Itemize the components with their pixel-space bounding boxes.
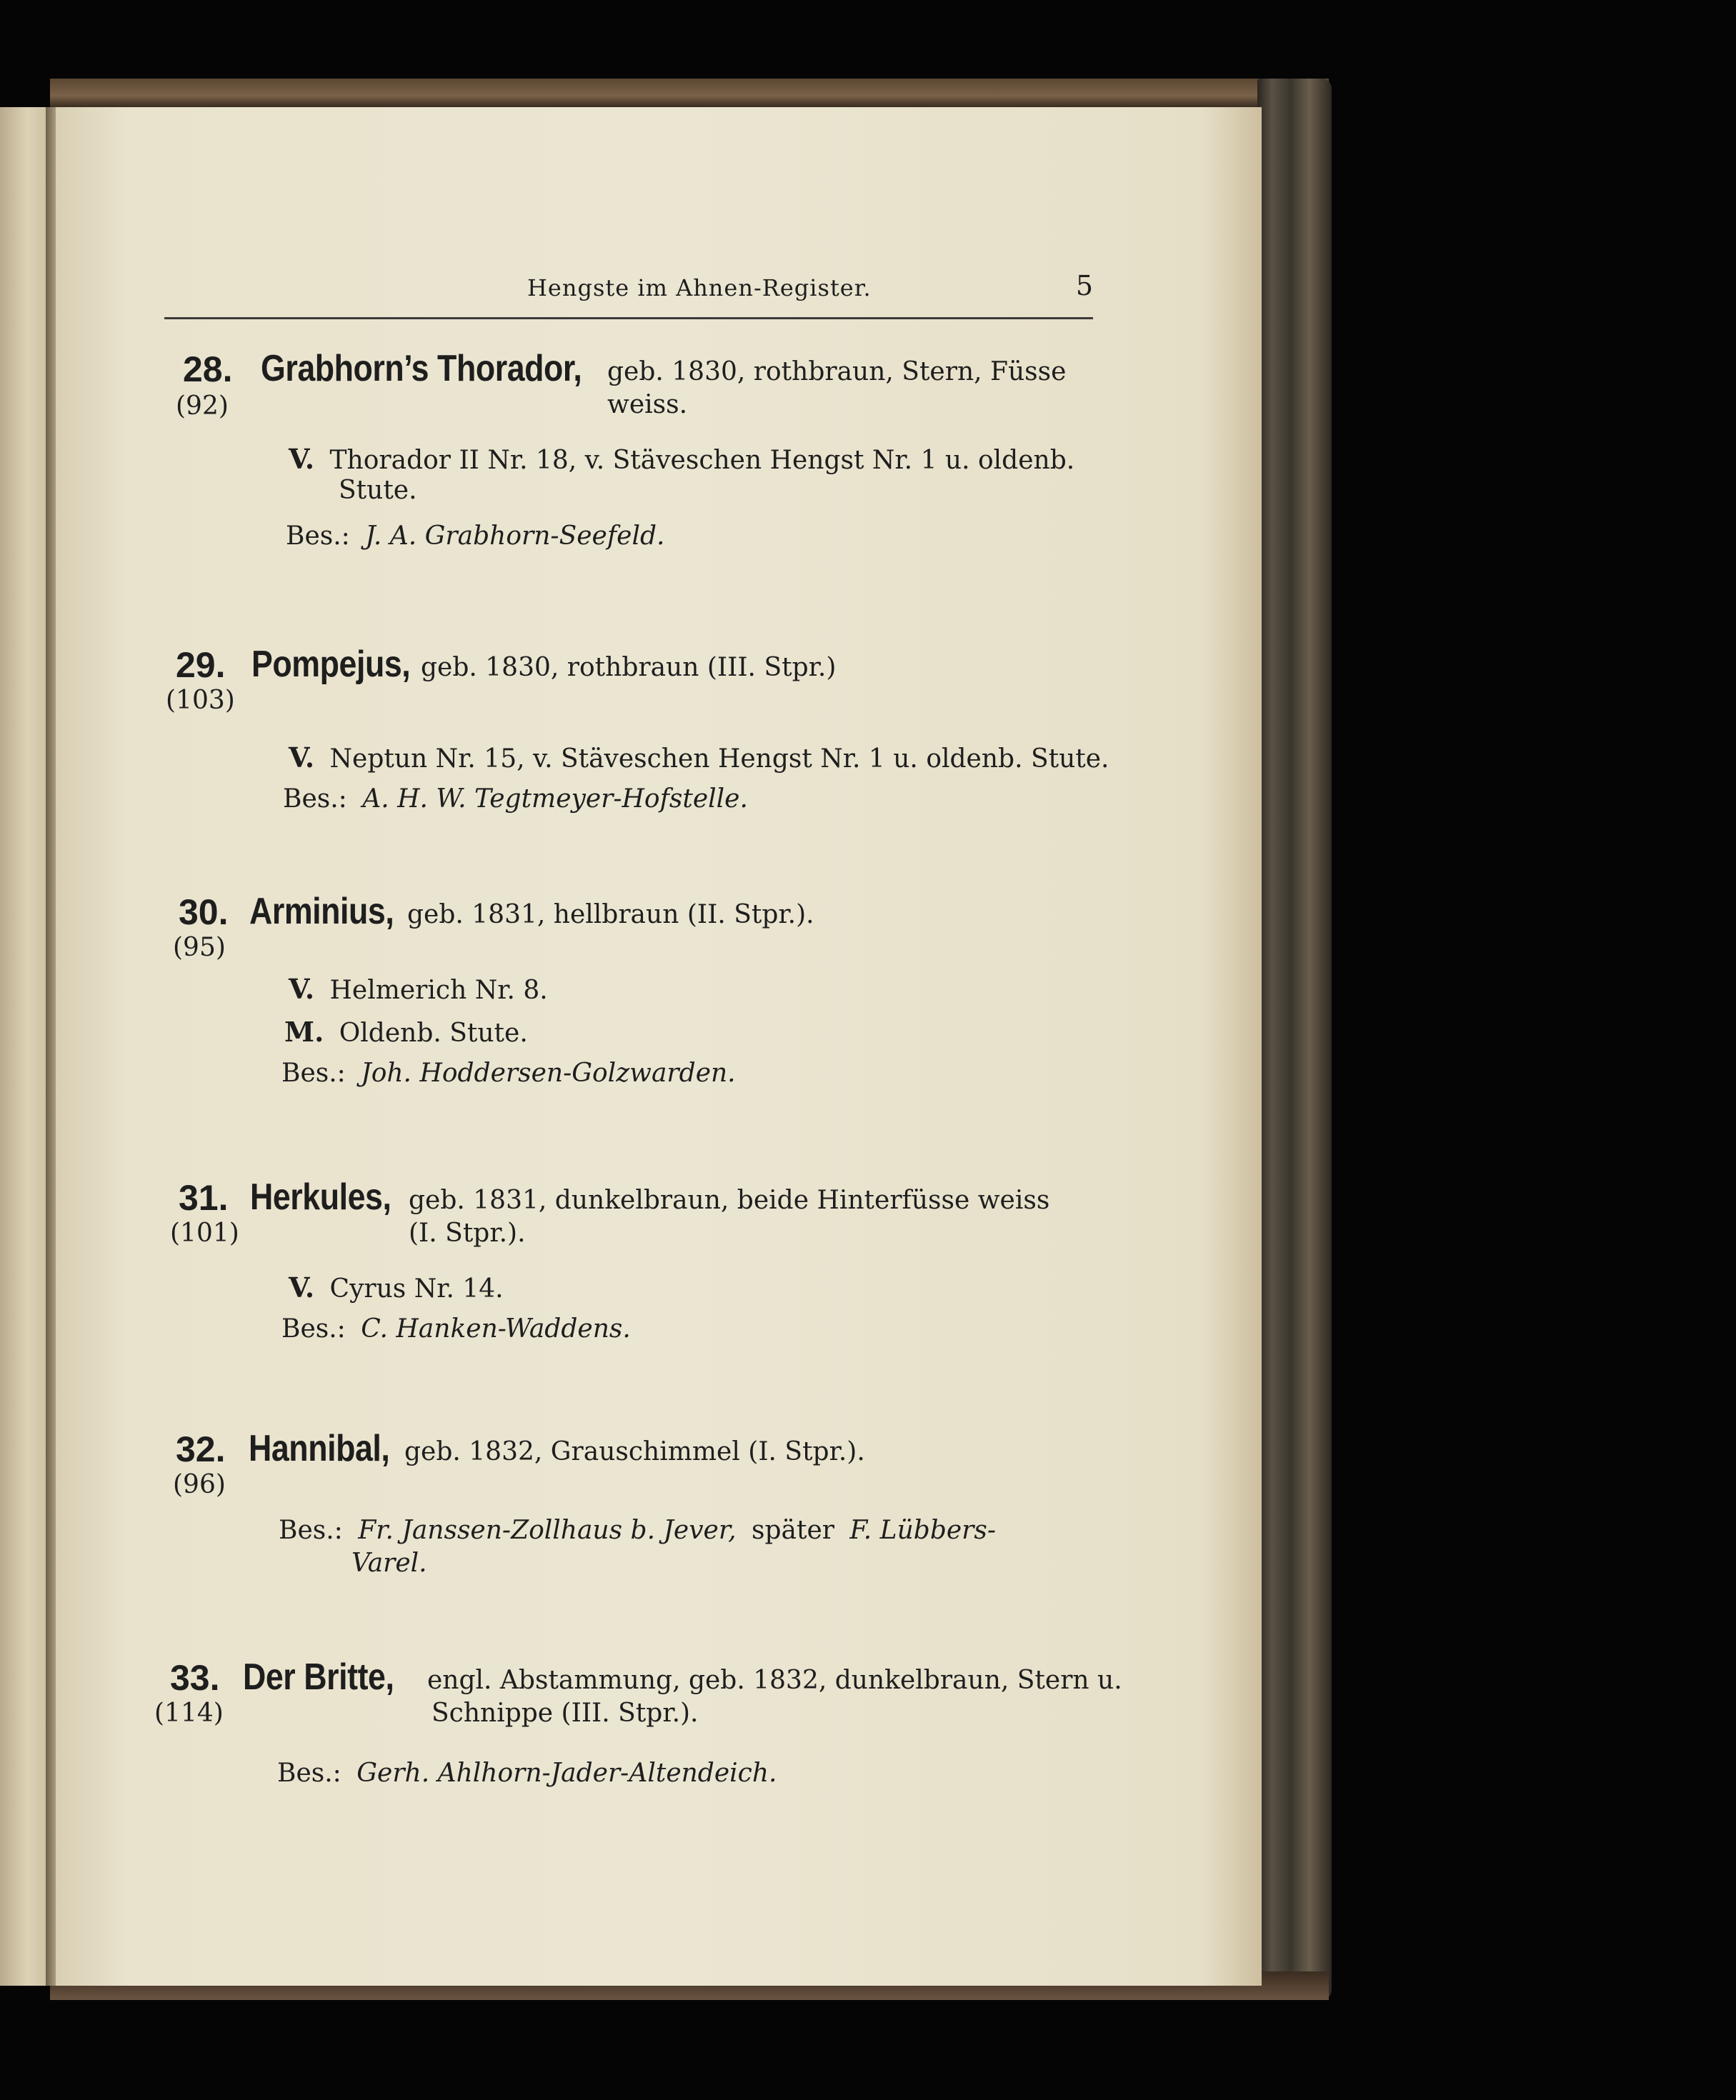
entry-description-cont: weiss. [607,390,688,419]
entry-description: geb. 1831, hellbraun (II. Stpr.). [407,900,814,929]
owner-name-cont: Varel. [351,1549,427,1578]
sire-label: V. [289,1271,315,1304]
owner-line [277,1759,777,1788]
entry-description-cont: Schnippe (III. Stpr.). [431,1699,699,1728]
owner-label: Bes.: [281,1059,346,1088]
sire-line [289,443,1074,475]
owner-label: Bes.: [283,784,347,814]
book-page [56,107,1262,1986]
sire-line [289,741,1109,774]
header-rule [164,317,1093,319]
owner-name: C. Hanken-Waddens. [361,1314,631,1344]
owner-label: Bes.: [281,1314,346,1344]
sire-line [289,1271,504,1304]
entry-description: geb. 1830, rothbraun (III. Stpr.) [421,653,837,682]
owner-line [286,521,664,551]
entry-description: geb. 1830, rothbraun, Stern, Füsse [607,357,1067,386]
book-cover-top-edge [50,79,1329,107]
sire-text: Thorador II Nr. 18, v. Stäveschen Hengst Nr. 1 u. oldenb. [329,446,1075,475]
sire-line [289,973,548,1005]
entry-number: 28. [183,349,233,389]
owner-name: Gerh. Ahlhorn-Jader-Altendeich. [356,1759,777,1788]
left-page-edge [0,107,46,1986]
entry-description-cont: (I. Stpr.). [409,1219,526,1248]
dam-text: Oldenb. Stute. [339,1019,528,1048]
owner-name: Fr. Janssen-Zollhaus b. Jever, [358,1516,737,1545]
page-number: 5 [1075,270,1093,301]
owner-name: A. H. W. Tegtmeyer-Hofstelle. [362,784,748,814]
horse-name: Grabhorn’s Thorador, [261,348,582,389]
entry-reference: (103) [166,686,235,715]
sire-label: V. [289,443,315,475]
dam-label: M. [284,1016,324,1048]
horse-name: Pompejus, [251,644,411,685]
horse-name: Arminius, [249,891,394,932]
entry-number: 33. [170,1658,220,1698]
sire-label: V. [289,741,315,774]
sire-text: Helmerich Nr. 8. [329,976,548,1005]
owner-line [283,784,748,814]
entry-number: 29. [176,645,226,685]
entry-reference: (96) [173,1470,226,1499]
horse-name: Herkules, [250,1176,391,1218]
dam-line [284,1016,528,1048]
owner-line [281,1314,631,1344]
owner-label: Bes.: [279,1516,343,1545]
sire-label: V. [289,973,315,1005]
sire-text-cont: Stute. [339,476,417,505]
owner-later-word: später [752,1516,834,1545]
owner-line [279,1516,996,1545]
running-header [164,270,1093,317]
sire-text: Neptun Nr. 15, v. Stäveschen Hengst Nr. 1 u. oldenb. Stute. [329,744,1109,774]
owner-label: Bes.: [286,521,350,551]
entry-number: 32. [176,1429,226,1469]
entry-description: geb. 1831, dunkelbraun, beide Hinterfüsse weiss [409,1186,1050,1215]
entry-number: 30. [179,892,229,932]
sire-text: Cyrus Nr. 14. [329,1274,504,1304]
owner-label: Bes.: [277,1759,341,1788]
entry-reference: (92) [176,391,229,421]
horse-name: Hannibal, [249,1428,390,1469]
entry-description: engl. Abstammung, geb. 1832, dunkelbraun, Stern u. [427,1666,1122,1695]
entry-number: 31. [179,1178,229,1218]
book-gutter [46,107,56,1986]
entry-description: geb. 1832, Grauschimmel (I. Stpr.). [404,1437,865,1466]
horse-name: Der Britte, [243,1656,394,1698]
header-title: Hengste im Ahnen-Register. [527,274,872,301]
book-cover-edge [1257,79,1332,2000]
owner-name: Joh. Hoddersen-Golzwarden. [361,1059,736,1088]
entry-reference: (114) [154,1699,224,1728]
entry-reference: (95) [173,933,226,962]
owner-later-name: F. Lübbers- [849,1516,997,1545]
owner-name: J. A. Grabhorn-Seefeld. [365,521,665,551]
owner-line [281,1059,736,1088]
entry-reference: (101) [170,1219,239,1248]
